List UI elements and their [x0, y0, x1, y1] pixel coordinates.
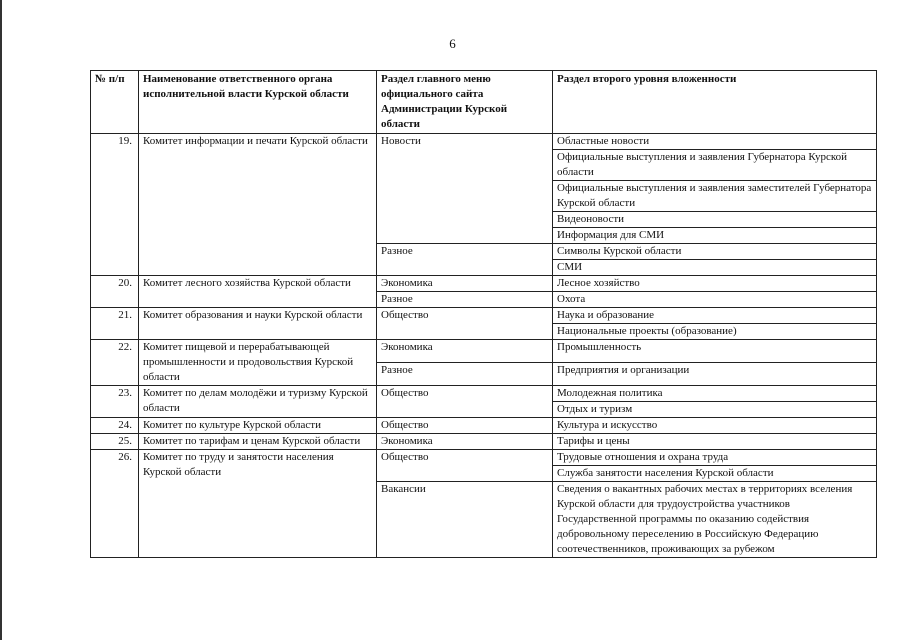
row-number: 20. — [91, 276, 139, 308]
row-number: 23. — [91, 386, 139, 418]
table-row — [91, 434, 877, 450]
table-header-row — [91, 71, 877, 134]
menu-section: Общество — [377, 386, 553, 418]
page-number: 6 — [449, 36, 456, 51]
org-name: Комитет информации и печати Курской области — [139, 134, 377, 276]
org-name: Комитет по тарифам и ценам Курской области — [139, 434, 377, 450]
menu-section: Общество — [377, 418, 553, 434]
row-number: 22. — [91, 340, 139, 386]
subsection: Национальные проекты (образование) — [553, 324, 877, 340]
subsection: Лесное хозяйство — [553, 276, 877, 292]
subsection: Культура и искусство — [553, 418, 877, 434]
menu-section: Разное — [377, 292, 553, 308]
menu-section: Экономика — [377, 434, 553, 450]
subsection: Сведения о вакантных рабочих местах в территориях вселения Курской области для трудоустройства участников Государственной программы по оказанию содействия добровольному переселению в Российскую Федерацию соотечественников, проживающих за рубежом — [553, 482, 877, 558]
org-name: Комитет пищевой и перерабатывающей промышленности и продовольствия Курской области — [139, 340, 377, 386]
subsection: Информация для СМИ — [553, 228, 877, 244]
header-subsection: Раздел второго уровня вложенности — [553, 71, 877, 134]
menu-section: Экономика — [377, 340, 553, 363]
subsection: Областные новости — [553, 134, 877, 150]
row-number: 21. — [91, 308, 139, 340]
table-row — [91, 308, 877, 324]
header-section: Раздел главного меню официального сайта Администрации Курской области — [377, 71, 553, 134]
org-name: Комитет по культуре Курской области — [139, 418, 377, 434]
menu-section: Общество — [377, 308, 553, 340]
subsection: Служба занятости населения Курской области — [553, 466, 877, 482]
row-number: 26. — [91, 450, 139, 558]
org-name: Комитет лесного хозяйства Курской области — [139, 276, 377, 308]
subsection: Наука и образование — [553, 308, 877, 324]
menu-section: Новости — [377, 134, 553, 244]
menu-section: Экономика — [377, 276, 553, 292]
row-number: 24. — [91, 418, 139, 434]
subsection: Видеоновости — [553, 212, 877, 228]
menu-section: Общество — [377, 450, 553, 482]
org-name: Комитет по труду и занятости населения Курской области — [139, 450, 377, 558]
subsection: Молодежная политика — [553, 386, 877, 402]
subsection: СМИ — [553, 260, 877, 276]
subsection: Трудовые отношения и охрана труда — [553, 450, 877, 466]
table-body — [91, 134, 877, 558]
page-edge — [0, 0, 2, 640]
sections-table — [90, 70, 877, 558]
table-row — [91, 134, 877, 150]
subsection: Промышленность — [553, 340, 877, 363]
org-name: Комитет по делам молодёжи и туризму Курской области — [139, 386, 377, 418]
row-number: 19. — [91, 134, 139, 276]
header-org: Наименование ответственного органа исполнительной власти Курской области — [139, 71, 377, 134]
table-row — [91, 340, 877, 363]
table-row — [91, 276, 877, 292]
subsection: Официальные выступления и заявления заместителей Губернатора Курской области — [553, 181, 877, 212]
menu-section: Разное — [377, 244, 553, 276]
menu-section: Вакансии — [377, 482, 553, 558]
row-number: 25. — [91, 434, 139, 450]
subsection: Символы Курской области — [553, 244, 877, 260]
table-row — [91, 418, 877, 434]
subsection: Предприятия и организации — [553, 363, 877, 386]
subsection: Отдых и туризм — [553, 402, 877, 418]
table-row — [91, 386, 877, 402]
subsection: Охота — [553, 292, 877, 308]
header-num: № п/п — [91, 71, 139, 134]
subsection: Тарифы и цены — [553, 434, 877, 450]
org-name: Комитет образования и науки Курской области — [139, 308, 377, 340]
menu-section: Разное — [377, 363, 553, 386]
subsection: Официальные выступления и заявления Губернатора Курской области — [553, 150, 877, 181]
table-row — [91, 450, 877, 466]
